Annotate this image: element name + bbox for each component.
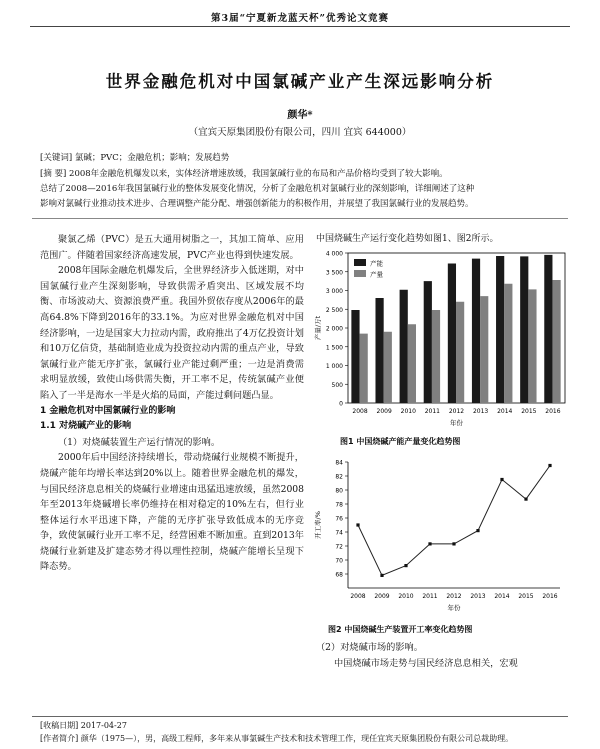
legend-swatch — [354, 259, 366, 266]
bar-output — [408, 324, 416, 403]
x-axis-label: 年份 — [450, 419, 463, 427]
body-paragraph: （2）对烧碱市场的影响。 — [316, 642, 423, 653]
bar-capacity — [351, 310, 359, 403]
capacity-output-bar-chart — [310, 243, 572, 433]
x-tick-label: 2013 — [470, 593, 486, 600]
data-point — [452, 542, 455, 545]
body-paragraph: 聚氯乙烯（PVC）是五大通用树脂之一，其加工简单、应用范围广。伴随着国家经济高速发展，PVC产业也得到快速发展。 — [40, 234, 304, 261]
x-tick-label: 2016 — [542, 593, 558, 600]
y-axis-label: 开工率/% — [314, 511, 322, 539]
y-tick-label: 76 — [335, 515, 343, 523]
footnote-author: [作者简介] 颜华（1975—），男，高级工程师，多年来从事氯碱生产技术和技术管理工作，现任宜宾天原集团股份有限公司总裁助理。 — [40, 734, 514, 743]
y-tick-label: 1 000 — [325, 363, 343, 370]
abstract-line: 总结了2008—2016年我国氯碱行业的整体发展变化情况，分析了金融危机对氯碱行业的深刻影响，详细阐述了这种 — [40, 184, 475, 194]
keywords: [关键词] 氯碱；PVC；金融危机；影响；发展趋势 — [40, 153, 230, 163]
x-tick-label: 2014 — [494, 593, 510, 600]
y-axis-label: 产量/万t — [314, 315, 322, 341]
y-tick-label: 72 — [335, 543, 343, 551]
running-head: 第3届“宁夏新龙蓝天杯”优秀论文竞赛 — [210, 13, 390, 24]
x-tick-label: 2008 — [350, 593, 366, 600]
data-point — [500, 478, 503, 481]
data-point — [356, 523, 359, 526]
figure-1-caption: 图1 中国烧碱产能产量变化趋势图 — [340, 437, 461, 446]
y-tick-label: 3 000 — [325, 288, 343, 295]
legend-label: 产能 — [370, 259, 383, 268]
y-tick-label: 1 500 — [325, 344, 343, 352]
data-point — [428, 542, 431, 545]
body-paragraph: 2008年国际金融危机爆发后，全世界经济步入低迷期，对中国氯碱行业产生深刻影响，导致供需矛盾突出、区域发展不均衡、市场波动大、资源浪费严重。我国外贸依存度从2006年的最高64.8%下降到2016年的33.1%。为应对世界金融危机对中国经济影响，一边是国家大力拉动内需，政府推出了4万亿投资计划和10万亿信贷，基础制造业成为投资拉动内需的重点产业，导致氯碱行业产能无序扩张，氯碱行业产能过剩严重；一边是消费需求明显放缓，致使山场供需失衡，开工率不足，传统氯碱产业便陷入了一半是海水一半是火焰的局面，产能过剩问题凸显。 — [40, 265, 304, 401]
y-tick-label: 500 — [331, 381, 343, 389]
y-tick-label: 68 — [335, 571, 343, 579]
figure-intro: 中国烧碱生产运行变化趋势如图1、图2所示。 — [316, 234, 499, 244]
y-tick-label: 84 — [335, 459, 343, 467]
x-tick-label: 2013 — [472, 408, 489, 415]
body-paragraph: （1）对烧碱装置生产运行情况的影响。 — [58, 436, 221, 448]
y-tick-label: 0 — [339, 400, 343, 408]
y-tick-label: 2 500 — [325, 306, 343, 314]
x-tick-label: 2011 — [424, 408, 441, 415]
data-point — [476, 529, 479, 532]
y-tick-label: 2 000 — [325, 325, 343, 333]
x-tick-label: 2008 — [352, 408, 368, 415]
body-paragraph: 中国烧碱市场走势与国民经济息息相关，宏观 — [334, 657, 518, 669]
legend-swatch — [354, 270, 366, 277]
bar-capacity — [472, 259, 480, 403]
series-line — [358, 466, 550, 576]
bar-output — [528, 289, 536, 403]
abstract-rule — [32, 218, 568, 219]
x-tick-label: 2016 — [545, 408, 561, 415]
article-title: 世界金融危机对中国氯碱产业产生深远影响分析 — [105, 72, 495, 91]
x-tick-label: 2012 — [446, 593, 462, 600]
bar-capacity — [400, 290, 408, 403]
bar-capacity — [375, 298, 383, 403]
section-heading: 1 金融危机对中国氯碱行业的影响 — [40, 405, 176, 416]
data-point — [548, 464, 551, 467]
x-tick-label: 2015 — [518, 593, 534, 600]
right-column-tail — [316, 640, 566, 671]
bar-capacity — [544, 255, 552, 403]
y-tick-label: 82 — [335, 473, 343, 481]
abstract-line: [摘 要] 2008年金融危机爆发以来，实体经济增速放缓，我国氯碱行业的布局和产品价格均受到了较大影响。 — [40, 169, 448, 179]
y-tick-label: 78 — [335, 501, 343, 509]
bar-capacity — [496, 256, 504, 403]
x-tick-label: 2015 — [521, 408, 537, 415]
x-tick-label: 2009 — [376, 408, 392, 415]
x-tick-label: 2014 — [497, 408, 513, 415]
x-tick-label: 2012 — [448, 408, 465, 415]
y-tick-label: 70 — [335, 557, 343, 565]
figure-2-caption: 图2 中国烧碱生产装置开工率变化趋势图 — [328, 625, 473, 634]
data-point — [380, 574, 383, 577]
body-paragraph: 2000年后中国经济持续增长，带动烧碱行业规模不断提升，烧碱产能年均增长率达到20%以上。随着世界金融危机的爆发，与国民经济息息相关的烧碱行业增速由迅猛迅速放缓，虽然2008年至2013年烧碱增长率仍维持在相对稳定的10%左右，但行业整体运行水平迅速下降，产能的无序扩张导致低成本的无序竞争，致使氯碱行业开工率不足，经营困难不断加重。直到2013年烧碱行业新建及扩建态势才得以理性控制，烧碱产能增长呈现下降态势。 — [40, 452, 304, 573]
header-rule — [30, 26, 570, 27]
footnote-received: [收稿日期] 2017-04-27 — [40, 721, 127, 730]
x-tick-label: 2009 — [374, 593, 390, 600]
y-tick-label: 3 500 — [325, 269, 343, 277]
author-name: 颜华* — [287, 110, 313, 121]
x-axis-label: 年份 — [447, 604, 461, 612]
bar-output — [432, 310, 440, 403]
x-tick-label: 2010 — [400, 408, 416, 415]
y-tick-label: 4 000 — [325, 250, 343, 258]
footnote-rule — [32, 716, 568, 717]
x-tick-label: 2010 — [398, 593, 414, 600]
data-point — [404, 564, 407, 567]
bar-output — [504, 284, 512, 403]
bar-capacity — [424, 281, 432, 403]
y-tick-label: 74 — [335, 529, 343, 537]
data-point — [524, 498, 527, 501]
x-tick-label: 2011 — [422, 593, 438, 600]
operating-rate-line-chart — [310, 452, 572, 618]
author-affiliation: （宜宾天原集团股份有限公司，四川 宜宾 644000） — [188, 127, 412, 138]
abstract-line: 影响对氯碱行业推动技术进步、合理调整产能分配、增强创新能力的积极作用，并展望了我国氯碱行业的发展趋势。 — [40, 199, 474, 209]
legend-label: 产量 — [370, 270, 383, 279]
bar-capacity — [448, 264, 456, 404]
bar-output — [480, 296, 488, 403]
y-tick-label: 80 — [335, 487, 343, 495]
subsection-heading: 1.1 对烧碱产业的影响 — [40, 421, 132, 432]
bar-output — [456, 302, 464, 403]
bar-output — [384, 332, 392, 403]
left-column — [40, 232, 304, 575]
bar-capacity — [520, 256, 528, 403]
bar-output — [360, 334, 368, 403]
bar-output — [552, 280, 560, 403]
